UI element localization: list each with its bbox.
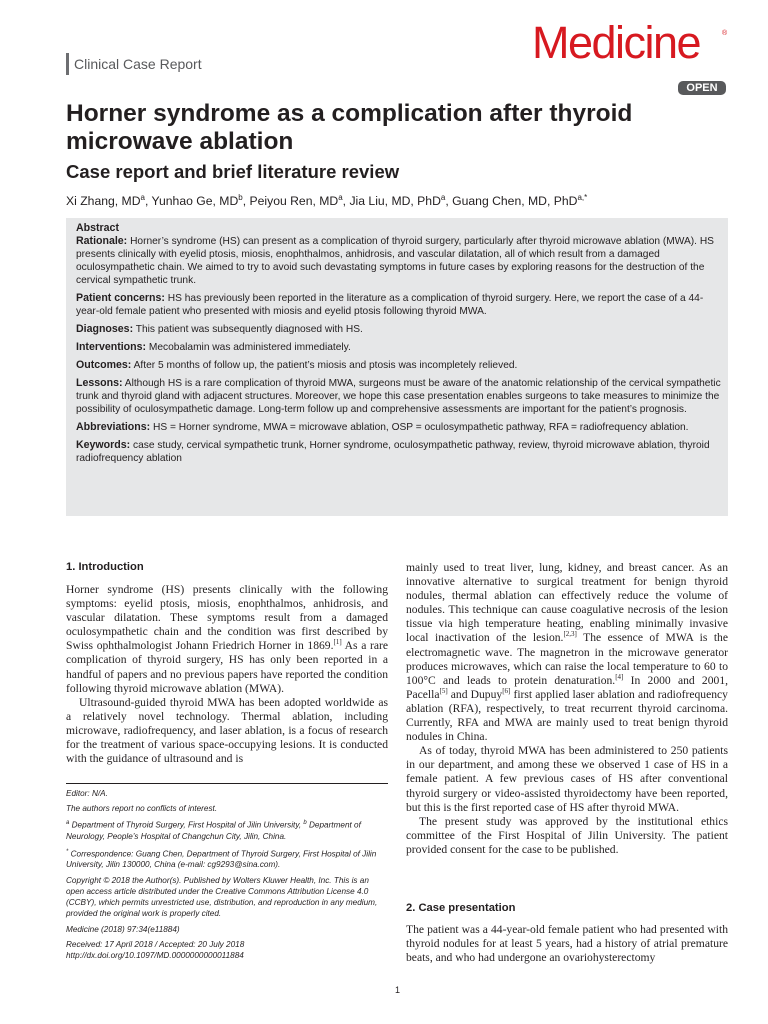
- paragraph: The patient was a 44-year-old female patient who had presented with thyroid nodules for at least 5 years, had a history of atrial premature beats, and who had undergone an ovariohysterectomy: [406, 923, 728, 965]
- correspondence-text: Correspondence: Guang Chen, Department of Thyroid Surgery, First Hospital of Jilin University, Jilin 130000, China (e-mail: cg9293@sina.com).: [66, 849, 377, 870]
- abstract-lessons: [76, 377, 722, 416]
- footnote-affiliations: [66, 818, 388, 842]
- paragraph: [66, 583, 388, 696]
- footnote-copyright: Copyright © 2018 the Author(s). Published by Wolters Kluwer Health, Inc. This is an open access article distributed under the Creative Commons Attribution License 4.0 (CCBY), which permits unrestricted use, distribution, and reproduction in any medium, provided the original work is properly cited.: [66, 875, 378, 919]
- abstract-rationale: [76, 235, 722, 287]
- affiliation-mark: a: [66, 820, 70, 827]
- abstract-diagnoses: [76, 323, 722, 336]
- article-title: Horner syndrome as a complication after thyroid microwave ablation: [66, 100, 633, 155]
- citation-link[interactable]: [4]: [615, 672, 624, 681]
- paragraph-text: The essence of MWA is the electromagnetic wave. The magnetron in the microwave generator produces microwaves, which can raise the local temperature to 60 to 100°C and leads to protein denaturation.: [406, 631, 728, 687]
- footnote-editor: Editor: N/A.: [66, 789, 108, 798]
- section-heading-introduction: 1. Introduction: [66, 561, 144, 573]
- abstract-text: HS = Horner syndrome, MWA = microwave ablation, OSP = oculosympathetic pathway, RFA = radiofrequency ablation.: [153, 422, 689, 433]
- open-access-badge[interactable]: OPEN: [678, 81, 726, 95]
- abstract-text: Mecobalamin was administered immediately.: [148, 342, 351, 353]
- author-name: Yunhao Ge, MD: [151, 194, 239, 209]
- paragraph: [406, 561, 728, 744]
- abstract-patient-concerns: [76, 292, 722, 318]
- abstract-label: Interventions:: [76, 341, 147, 353]
- abstract-text: Although HS is a rare complication of thyroid MWA, surgeons must be aware of the anatomic relationship of the cervical sympathetic trunk and thyroid gland with adjacent structures. Moreover, we hope this case presentation enables surgeons to take measures to minimize the possibility of oculosympathetic damage. Long-term follow up and comprehensive assessments are important for the patient’s prognosis.: [76, 378, 721, 415]
- article-subtitle: Case report and brief literature review: [66, 161, 400, 182]
- author-affiliation-mark: a: [140, 193, 145, 202]
- paragraph-text: Horner syndrome (HS) presents clinically with the following symptoms: eyelid ptosis, miosis, enophthalmos, anhidrosis, and vascular dilatation. These symptoms result from a damaged oculosympathetic chain and the condition was first described by Swiss ophthalmologist Johann Friedrich Horner in 1869.: [66, 583, 388, 653]
- footnote-doi[interactable]: http://dx.doi.org/10.1097/MD.0000000000011884: [66, 950, 244, 960]
- journal-logo[interactable]: Medicine: [532, 17, 701, 68]
- paragraph-text: and Dupuy: [447, 687, 503, 701]
- abstract-interventions: [76, 341, 722, 354]
- paragraph: As of today, thyroid MWA has been administered to 250 patients in our department, and among these we observed 1 case of HS in a female patient. A few previous cases of HS after conventional thyroid surgery or video-assisted thyroidectomy have been reported, but this is the first reported case of HS after thyroid MWA.: [406, 744, 728, 814]
- abstract-label: Lessons:: [76, 377, 123, 389]
- author-name: Guang Chen, MD, PhD: [452, 194, 578, 209]
- author-affiliation-mark: b: [238, 193, 243, 202]
- affiliation-text: Department of Neurology, People’s Hospital of Changchun City, Jilin, China.: [66, 821, 361, 842]
- affiliation-mark: b: [303, 820, 307, 827]
- abstract-content: [76, 222, 722, 470]
- paragraph-text: first applied laser ablation and radiofrequency ablation (RFA), respectively, to treat recurrent thyroid carcinoma. Currently, RFA and MWA are mainly used to treat benign thyroid nodules in China.: [406, 687, 728, 744]
- author-affiliation-mark: a,*: [577, 193, 588, 202]
- paragraph-text: In 2000 and 2001, Pacella: [406, 673, 729, 701]
- abstract-text: This patient was subsequently diagnosed with HS.: [135, 324, 363, 335]
- abstract-abbreviations: [76, 421, 722, 434]
- abstract-text: case study, cervical sympathetic trunk, Horner syndrome, oculosympathetic pathway, review, thyroid microwave ablation, thyroid radiofrequency ablation: [76, 440, 710, 464]
- section-label: Clinical Case Report: [66, 53, 202, 75]
- footnote-dates: Received: 17 April 2018 / Accepted: 20 July 2018: [66, 939, 245, 949]
- footnote-conflicts: The authors report no conflicts of interest.: [66, 804, 218, 814]
- page-number: 1: [395, 985, 401, 995]
- correspondence-mark: *: [66, 848, 69, 855]
- abstract-label: Outcomes:: [76, 359, 132, 371]
- paragraph: The present study was approved by the institutional ethics committee of the First Hospital of Jilin University. The patient provided consent for the case to be published.: [406, 814, 728, 856]
- author-affiliation-mark: a: [440, 193, 446, 202]
- abstract-heading: Abstract: [76, 222, 119, 234]
- abstract-text: Horner’s syndrome (HS) can present as a complication of thyroid surgery, particularly after thyroid microwave ablation (MWA). HS presents clinically with eyelid ptosis, miosis, enophthalmos, anhidrosis, and vascular dilatation, all of which result from a damaged oculosympathetic chain. We aimed to try to avoid such devastating symptoms in future cases by exploring reasons for the destruction of the cervical sympathetic trunk.: [76, 236, 714, 286]
- abstract-label: Diagnoses:: [76, 323, 134, 335]
- citation-link[interactable]: [2,3]: [563, 630, 577, 639]
- citation-link[interactable]: [5]: [439, 686, 448, 695]
- author-list: Xi Zhang, $MD^a$, Yunhao Ge, $MD^b$, Peiyou Ren, $MD^a$, Jia Liu, MD, PhD$^a$, Guang Chen, MD, PhD$^{a,*}$: [66, 193, 588, 209]
- author-name: Peiyou Ren, MD: [249, 194, 339, 209]
- author-name: Xi Zhang, MD: [66, 194, 141, 209]
- affiliation-text: Department of Thyroid Surgery, First Hospital of Jilin University,: [69, 821, 304, 831]
- footnotes: [66, 783, 388, 965]
- introduction-body: [66, 583, 388, 766]
- paragraph: Ultrasound-guided thyroid MWA has been adopted worldwide as a relatively novel technology. Thermal ablation, including microwave, radiofrequency, and laser ablation, is a focus of research for the treatment of various space-occupying lesions. It is conducted with the guidance of ultrasound and is: [66, 695, 388, 766]
- abstract-label: Patient concerns:: [76, 292, 165, 304]
- registered-mark: ®: [722, 30, 728, 37]
- paragraph-text: As a rare complication of thyroid surgery, HS has only been reported in a handful of papers and no previous papers have reported the condition following thyroid microwave ablation (MWA).: [66, 639, 388, 695]
- introduction-continued: [406, 561, 728, 857]
- footnote-citation: Medicine (2018) 97:34(e11884): [66, 924, 180, 934]
- abstract-keywords: [76, 439, 722, 465]
- abstract-label: Abbreviations:: [76, 421, 151, 433]
- abstract-text: HS has previously been reported in the literature as a complication of thyroid surgery. Here, we report the case of a 44-year-old female patient who presented with miosis and eyelid ptosis following thyroid MWA.: [76, 293, 704, 317]
- footnote-correspondence: [66, 847, 388, 871]
- case-presentation-body: [406, 923, 728, 965]
- abstract-text: After 5 months of follow up, the patient’s miosis and ptosis was incompletely relieved.: [133, 360, 518, 371]
- section-heading-case-presentation: 2. Case presentation: [406, 902, 516, 914]
- abstract-outcomes: [76, 359, 722, 372]
- abstract-label: Keywords:: [76, 439, 131, 451]
- paragraph-text: mainly used to treat liver, lung, kidney, and breast cancer. As an innovative alternative to surgical treatment for benign thyroid nodules, thermal ablation can effectively reduce the volume of nodules. This technique can cause coagulative necrosis of the lesion tissue via high temperature heating, enabling minimally invasive local inactivation of the lesion.: [406, 561, 728, 645]
- citation-link[interactable]: [1]: [333, 638, 342, 647]
- abstract-label: Rationale:: [76, 235, 128, 247]
- citation-link[interactable]: [6]: [502, 686, 511, 695]
- author-affiliation-mark: a: [338, 193, 343, 202]
- author-name: Jia Liu, MD, PhD: [349, 194, 441, 209]
